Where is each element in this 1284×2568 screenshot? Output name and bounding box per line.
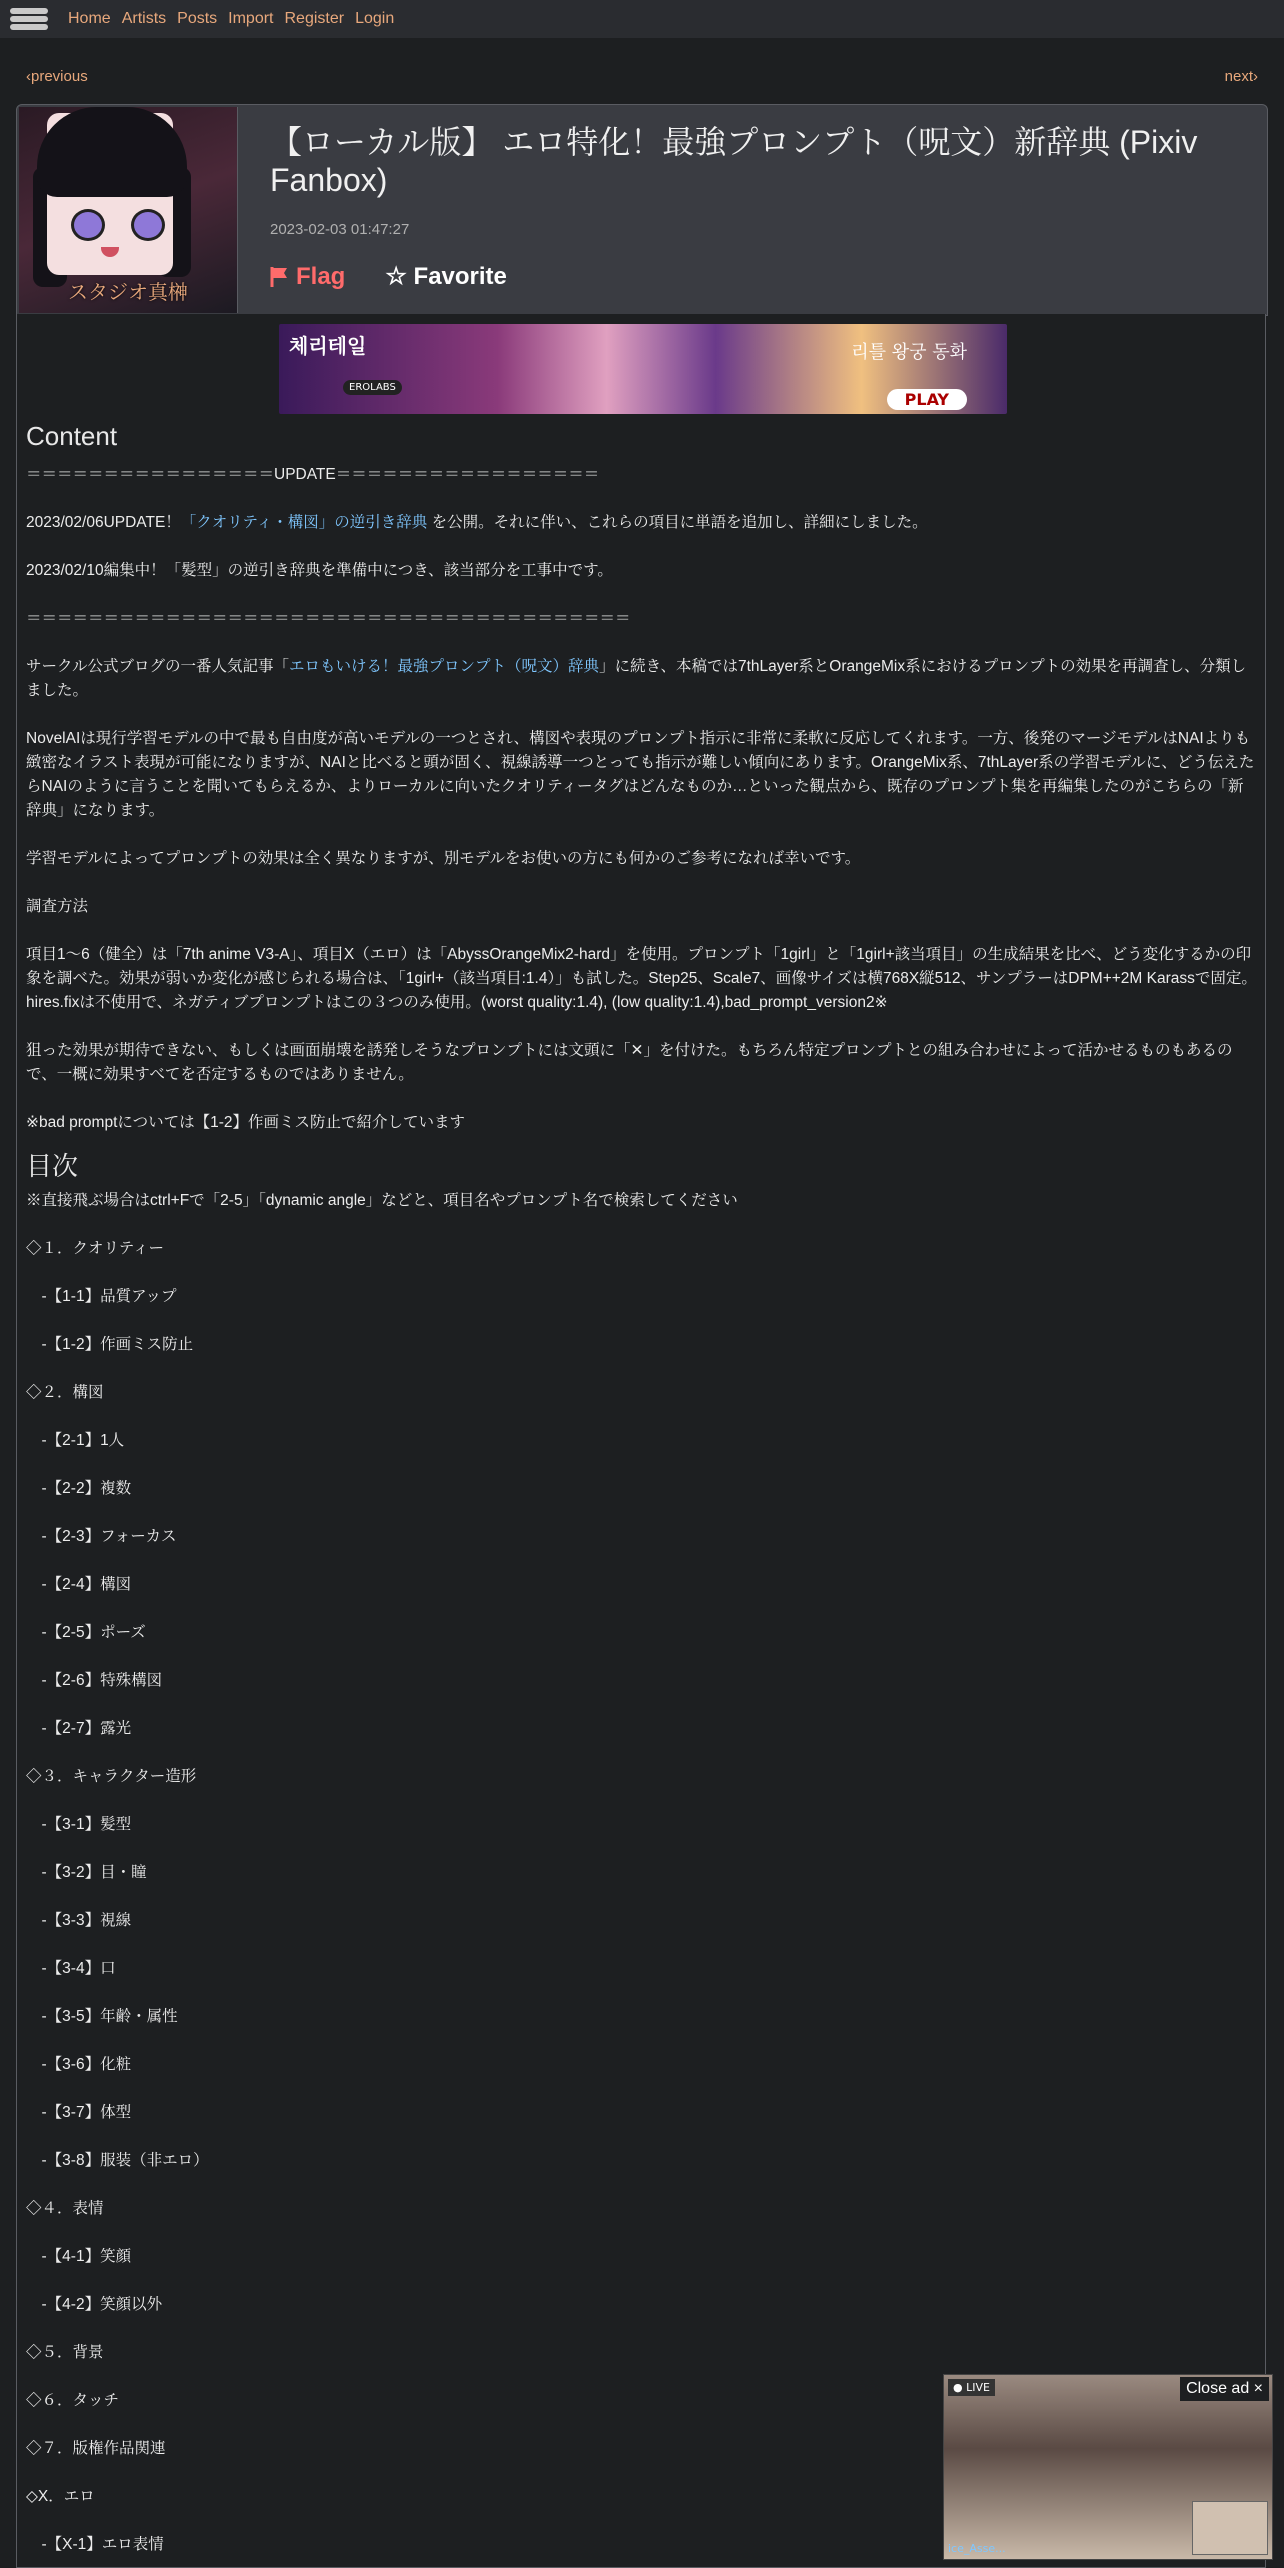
nav-posts-link[interactable]: Posts: [177, 10, 218, 27]
toc-item: -【1-1】品質アップ: [26, 1288, 177, 1305]
toc-list: [26, 1237, 1258, 2557]
toc-item: -【2-7】露光: [26, 1720, 132, 1737]
toc-item: -【3-5】年齢・属性: [26, 2008, 178, 2025]
toc-item: -【2-4】構図: [26, 1576, 132, 1593]
toc-item: ◇２．構図: [26, 1384, 104, 1401]
flag-icon: [270, 266, 290, 288]
toc-heading: 目次: [26, 1151, 79, 1181]
toc-item: -【3-4】口: [26, 1960, 116, 1977]
editing-note: 2023/02/10編集中！「髪型」の逆引き辞典を準備中につき、該当部分を工事中です。: [26, 562, 613, 579]
post-body: [16, 314, 1266, 2568]
banner-badge: EROLABS: [343, 380, 402, 395]
post-date: 2023-02-03 01:47:27: [270, 221, 410, 238]
artist-name[interactable]: スタジオ真榊: [68, 280, 188, 304]
nav-import-link[interactable]: Import: [228, 10, 274, 27]
update-text: 2023/02/06UPDATE！: [26, 514, 181, 531]
toc-item: -【3-3】視線: [26, 1912, 132, 1929]
video-ad-popup[interactable]: [943, 2374, 1273, 2560]
toc-item: ◇５．背景: [26, 2344, 104, 2361]
nav-home-link[interactable]: Home: [68, 10, 111, 27]
toc-item: ◇６．タッチ: [26, 2392, 120, 2409]
next-link[interactable]: [1225, 68, 1258, 85]
nav-register-link[interactable]: Register: [284, 10, 345, 27]
post-actions: [270, 262, 507, 291]
menu-icon[interactable]: [10, 4, 48, 34]
toc-item: -【4-1】笑顔: [26, 2248, 132, 2265]
favorite-button[interactable]: [385, 262, 507, 291]
flag-label: Flag: [296, 262, 346, 290]
star-icon: ☆: [385, 263, 414, 290]
banner-brand: 체리테일: [289, 334, 367, 358]
post-header: [16, 104, 1268, 316]
toc-item: -【2-2】複数: [26, 1480, 132, 1497]
update-text-after: を公開。それに伴い、これらの項目に単語を追加し、詳細にしました。: [431, 514, 928, 531]
method-paragraph: 項目1～6（健全）は「7th anime V3-A」、項目X（エロ）は「AbyssOrangeMix2-hard」を使用。プロンプト「1girl」と「1girl+該当項目」の生成結果を比べ、どう変化するかの印象を調べた。効果が弱いか変化が感じられる場合は、「1girl+（該当項目:1.4）」も試した。Step25、Scale7、画像サイズは横768X縦512、サンプラーはDPM++2M Karassで固定。hires.fixは不使用で、ネガティブプロンプトはこの３つのみ使用。(worst quality:1.4), (low quality:1.4),bad_prompt_version2※: [26, 946, 1257, 1011]
nav-artists-link[interactable]: Artists: [121, 10, 167, 27]
update-paragraph: [26, 511, 1258, 535]
ad-banner[interactable]: [279, 324, 1007, 414]
toc-item: -【3-7】体型: [26, 2104, 132, 2121]
post-content: [26, 419, 1258, 2557]
separator-line: ＝＝＝＝＝＝＝＝＝＝＝＝＝＝＝＝＝＝＝＝＝＝＝＝＝＝＝＝＝＝＝＝＝＝＝＝＝＝＝: [26, 610, 631, 627]
update-line: ＝＝＝＝＝＝＝＝＝＝＝＝＝＝＝＝UPDATE＝＝＝＝＝＝＝＝＝＝＝＝＝＝＝＝＝: [26, 466, 600, 483]
toc-item: -【2-6】特殊構図: [26, 1672, 163, 1689]
toc-item: ◇１．クオリティー: [26, 1240, 164, 1257]
toc-item: -【3-1】髪型: [26, 1816, 132, 1833]
previous-link[interactable]: [26, 68, 88, 85]
caveat-paragraph: 狙った効果が期待できない、もしくは画面崩壊を誘発しそうなプロンプトには文頭に「✕」を付けた。もちろん特定プロンプトとの組み合わせによって活かせるものもあるので、一概に効果すべてを否定するものではありません。: [26, 1042, 1233, 1083]
post-pager: [26, 68, 1258, 88]
intro-text-after: 」に続き、本稿では7thLayer系とOrangeMix系におけるプロンプトの効果を再調査し、分類しました。: [26, 658, 1247, 699]
intro-paragraph: [26, 655, 1258, 703]
toc-item: ◇３．キャラクター造形: [26, 1768, 197, 1785]
toc-item: -【X-1】エロ表情: [26, 2536, 164, 2553]
banner-tagline: 리틀 왕궁 동화: [851, 342, 967, 363]
toc-item: -【4-2】笑顔以外: [26, 2296, 163, 2313]
toc-item: -【3-6】化粧: [26, 2056, 132, 2073]
chevron-right-icon: ›: [1253, 68, 1258, 85]
banner-play-button[interactable]: PLAY: [887, 389, 967, 410]
streamer-handle: ice_Asse...: [948, 2542, 1006, 2555]
toc-item: -【2-5】ポーズ: [26, 1624, 146, 1641]
ad-thumbnail: [1192, 2501, 1268, 2555]
toc-item: -【3-2】目・瞳: [26, 1864, 147, 1881]
model-note-paragraph: 学習モデルによってプロンプトの効果は全く異なりますが、別モデルをお使いの方にも何かのご参考になれば幸いです。: [26, 850, 861, 867]
toc-item: ◇X．エロ: [26, 2488, 95, 2505]
artist-avatar[interactable]: [19, 107, 238, 313]
chevron-left-icon: ‹: [26, 68, 31, 85]
intro-text: サークル公式ブログの一番人気記事「: [26, 658, 290, 675]
toc-item: -【1-2】作画ミス防止: [26, 1336, 194, 1353]
nav-login-link[interactable]: Login: [355, 10, 395, 27]
nav-links: [68, 10, 405, 28]
flag-button[interactable]: [270, 263, 345, 291]
previous-label: previous: [31, 68, 88, 85]
blog-article-link[interactable]: エロもいける！最強プロンプト（呪文）辞典: [289, 658, 600, 675]
reverse-dictionary-link[interactable]: 「クオリティ・構図」の逆引き辞典: [180, 514, 428, 531]
toc-item: -【2-3】フォーカス: [26, 1528, 177, 1545]
live-badge: ● LIVE: [948, 2379, 995, 2396]
toc-item: -【2-1】1人: [26, 1432, 125, 1449]
method-heading: 調査方法: [26, 898, 89, 915]
toc-note: ※直接飛ぶ場合はctrl+Fで「2-5」「dynamic angle」などと、項目名やプロンプト名で検索してください: [26, 1192, 738, 1209]
novelai-paragraph: NovelAIは現行学習モデルの中で最も自由度が高いモデルの一つとされ、構図や表現のプロンプト指示に非常に柔軟に反応してくれます。一方、後発のマージモデルはNAIよりも緻密なイラスト表現が可能になりますが、NAIと比べると頭が固く、視線誘導一つとっても指示が難しい傾向にあります。OrangeMix系、7thLayer系の学習モデルに、どう伝えたらNAIのように言うことを聞いてもらえるか、よりローカルに向いたクオリティータグはどんなものか…といった観点から、既存のプロンプト集を再編集したのがこちらの「新辞典」になります。: [26, 730, 1255, 819]
favorite-label: Favorite: [413, 263, 507, 290]
toc-item: -【3-8】服装（非エロ）: [26, 2152, 209, 2169]
next-label: next: [1224, 68, 1253, 85]
toc-item: ◇４．表情: [26, 2200, 104, 2217]
post-title: 【ローカル版】 エロ特化！最強プロンプト（呪文）新辞典 (Pixiv Fanbox): [270, 124, 1198, 198]
bad-prompt-note: ※bad promptについては【1-2】作画ミス防止で紹介しています: [26, 1114, 465, 1131]
content-heading: Content: [26, 421, 118, 451]
top-navbar: [0, 0, 1284, 38]
close-ad-button[interactable]: Close ad ×: [1180, 2377, 1269, 2401]
toc-item: ◇７．版権作品関連: [26, 2440, 166, 2457]
